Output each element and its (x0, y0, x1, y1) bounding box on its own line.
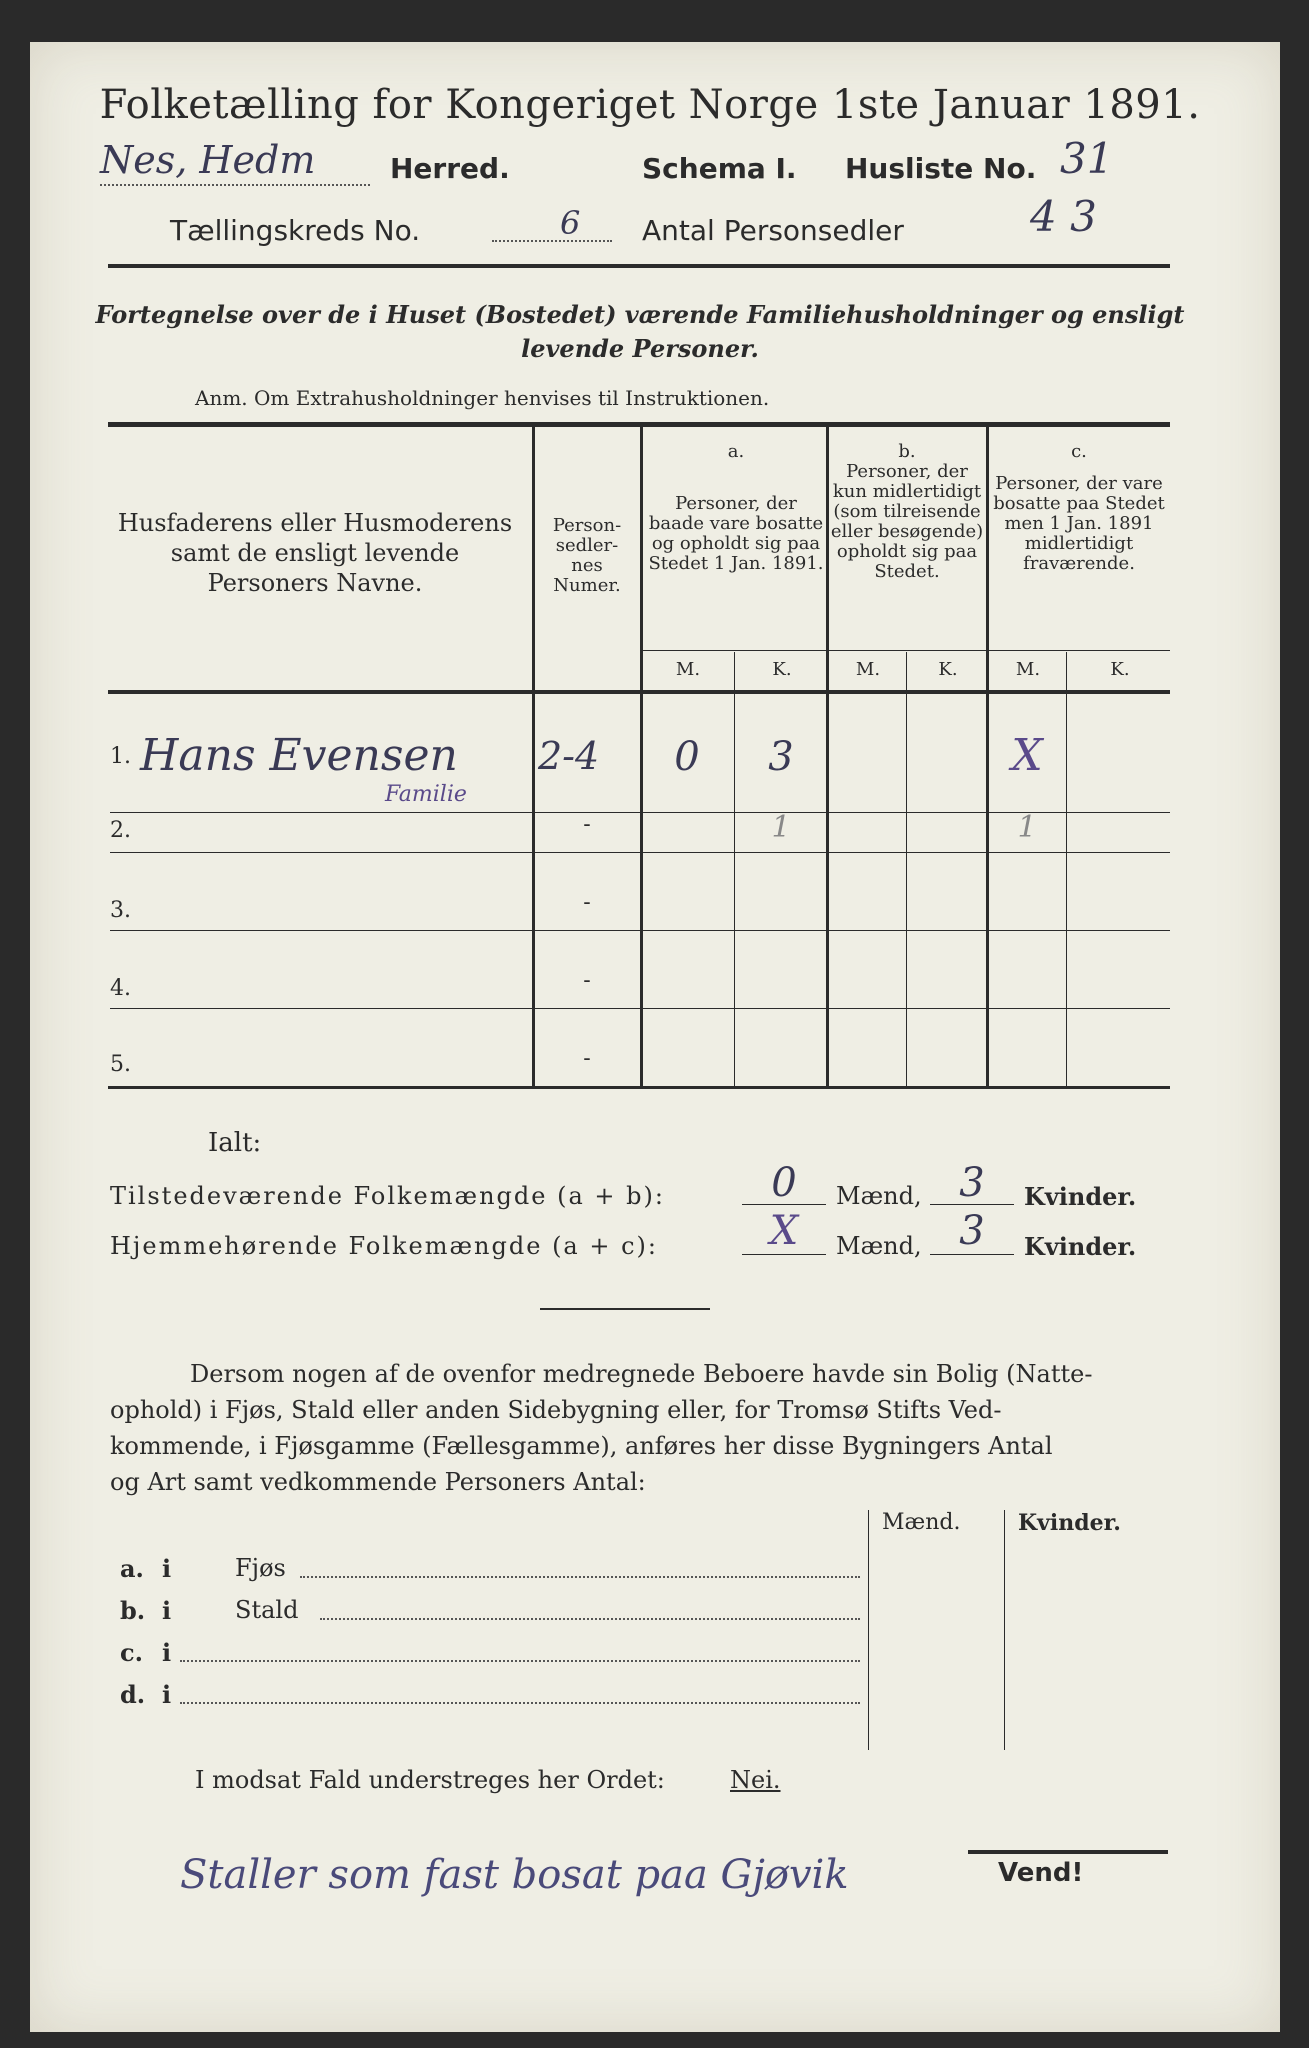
total-1-kvinder: Kvinder. (1024, 1182, 1137, 1211)
buildings-kvinder-header: Kvinder. (1018, 1510, 1121, 1536)
col-divider-c-mk (1066, 652, 1067, 1086)
vend-label: Vend! (998, 1858, 1084, 1888)
building-b-dots (320, 1618, 860, 1620)
mk-rule (642, 650, 1170, 651)
total-1-men: 0 (771, 1160, 797, 1206)
building-a-label: Fjøs (235, 1554, 286, 1582)
row-4-number: 4. (110, 976, 131, 1001)
buildings-maend-header: Mænd. (882, 1510, 961, 1535)
row-1-c-m: X (1011, 730, 1043, 781)
census-form (30, 42, 1280, 2032)
col-b-letter: b. (898, 441, 916, 462)
col-b-header: Personer, der kun midlertidigt (som tilreisende eller besøgende) opholdt sig paa Stedet. (830, 461, 984, 582)
intro-line2: levende Personer. (521, 334, 759, 363)
row-1-a-k: 3 (768, 734, 794, 780)
col-divider-3 (826, 424, 829, 1086)
total-1-women: 3 (959, 1160, 985, 1206)
col-divider-b-mk (906, 652, 907, 1086)
buildings-divider-2 (1004, 1510, 1005, 1750)
col-c-header: Personer, der vare bosatte paa Stedet men 1 Jan. 1891 midlertidigt fraværende. (993, 473, 1165, 574)
header-rule (108, 264, 1170, 268)
row-1-name: Hans Evensen (140, 730, 458, 781)
col-a-letter: a. (727, 441, 745, 462)
kreds-value: 6 (560, 204, 581, 242)
table-top-rule (108, 422, 1170, 427)
row-1-a-m: 0 (674, 734, 700, 780)
total-2-men-line (742, 1254, 826, 1255)
nei-word: Nei. (730, 1766, 781, 1794)
row-3-rule (110, 930, 1170, 931)
footer-note: Staller som fast bosat paa Gjøvik (180, 1852, 849, 1898)
col-divider-a-mk (734, 652, 735, 1086)
building-d-i: i (162, 1680, 172, 1709)
row-4-sedler: - (583, 968, 591, 993)
total-2-kvinder: Kvinder. (1024, 1232, 1137, 1261)
herred-value: Nes, Hedm (100, 138, 316, 182)
a-m-header: M. (675, 659, 701, 680)
herred-dots (100, 184, 370, 186)
row-2-c-m: 1 (1017, 810, 1037, 845)
total-1-maend: Mænd, (836, 1182, 922, 1210)
col-divider-1 (532, 424, 535, 1086)
husliste-value: 31 (1060, 134, 1114, 183)
row-1-sub: Familie (385, 782, 467, 807)
a-k-header: K. (772, 659, 792, 680)
table-bottom-rule (108, 1086, 1170, 1089)
row-2-rule (110, 852, 1170, 853)
row-3-number: 3. (110, 898, 131, 923)
b-m-header: M. (855, 659, 881, 680)
buildings-para-1: Dersom nogen af de ovenfor medregnede Beboere havde sin Bolig (Nattе- (190, 1360, 1093, 1388)
building-a-letter: a. (120, 1554, 144, 1583)
buildings-divider-1 (868, 1510, 869, 1750)
buildings-para-2: ophold) i Fjøs, Stald eller anden Sidebygning eller, for Tromsø Stifts Ved- (110, 1396, 1002, 1424)
table-header-rule (108, 690, 1170, 694)
row-2-a-k: 1 (771, 810, 791, 845)
total-2-women-line (930, 1254, 1014, 1255)
herred-label: Herred. (390, 152, 510, 185)
building-b-letter: b. (120, 1596, 146, 1625)
ialt-label: Ialt: (208, 1128, 262, 1158)
row-4-rule (110, 1008, 1170, 1009)
row-1-number: 1. (110, 744, 131, 769)
buildings-para-4: og Art samt vedkommende Personers Antal: (110, 1468, 646, 1496)
b-k-header: K. (938, 659, 958, 680)
row-2-sedler: - (583, 812, 591, 837)
col-a-header: Personer, der baade vare bosatte og opholdt sig paa Stedet 1 Jan. 1891. (648, 493, 824, 574)
building-c-dots (180, 1660, 860, 1662)
personsedler-label: Antal Personsedler (642, 214, 904, 247)
total-1-women-line (930, 1204, 1014, 1205)
col-c-letter: c. (1071, 441, 1087, 462)
row-5-sedler: - (583, 1046, 591, 1071)
row-3-sedler: - (583, 890, 591, 915)
schema-label: Schema I. (642, 152, 797, 185)
building-c-i: i (162, 1638, 172, 1667)
anm-note: Anm. Om Extrahusholdninger henvises til Instruktionen. (195, 386, 770, 410)
c-m-header: M. (1015, 659, 1041, 680)
separator (540, 1308, 710, 1310)
personsedler-value: 4 3 (1030, 192, 1097, 241)
total-1-men-line (742, 1204, 826, 1205)
building-a-dots (300, 1576, 860, 1578)
husliste-label: Husliste No. (845, 152, 1037, 185)
vend-rule (968, 1850, 1168, 1854)
building-d-dots (180, 1702, 860, 1704)
total-2-men: X (769, 1208, 799, 1254)
row-2-number: 2. (110, 818, 131, 843)
building-c-letter: c. (120, 1638, 143, 1667)
total-2-women: 3 (959, 1208, 985, 1254)
c-k-header: K. (1110, 659, 1130, 680)
building-a-i: i (162, 1554, 172, 1583)
buildings-para-3: kommende, i Fjøsgamme (Fællesgamme), anføres her disse Bygningers Antal (110, 1432, 1053, 1460)
intro-line1: Fortegnelse over de i Huset (Bostedet) værende Familiehusholdninger og ensligt (95, 300, 1185, 329)
row-5-number: 5. (110, 1052, 131, 1077)
total-2-label: Hjemmehørende Folkemængde (a + c): (110, 1232, 658, 1260)
building-b-label: Stald (235, 1596, 299, 1624)
building-d-letter: d. (120, 1680, 146, 1709)
col-names-header: Husfaderens eller Husmoderens samt de ensligt levende Personers Navne. (117, 509, 513, 597)
col-numbers-header: Person-sedler-nes Numer. (552, 515, 622, 596)
row-1-sedler: 2-4 (538, 734, 600, 778)
form-title: Folketælling for Kongeriget Norge 1ste Januar 1891. (99, 82, 1201, 128)
modsat-text: I modsat Fald understreges her Ordet: (195, 1766, 665, 1794)
kreds-label: Tællingskreds No. (170, 214, 421, 247)
kreds-dots (492, 240, 612, 242)
total-2-maend: Mænd, (836, 1232, 922, 1260)
total-1-label: Tilstedeværende Folkemængde (a + b): (110, 1182, 665, 1210)
building-b-i: i (162, 1596, 172, 1625)
